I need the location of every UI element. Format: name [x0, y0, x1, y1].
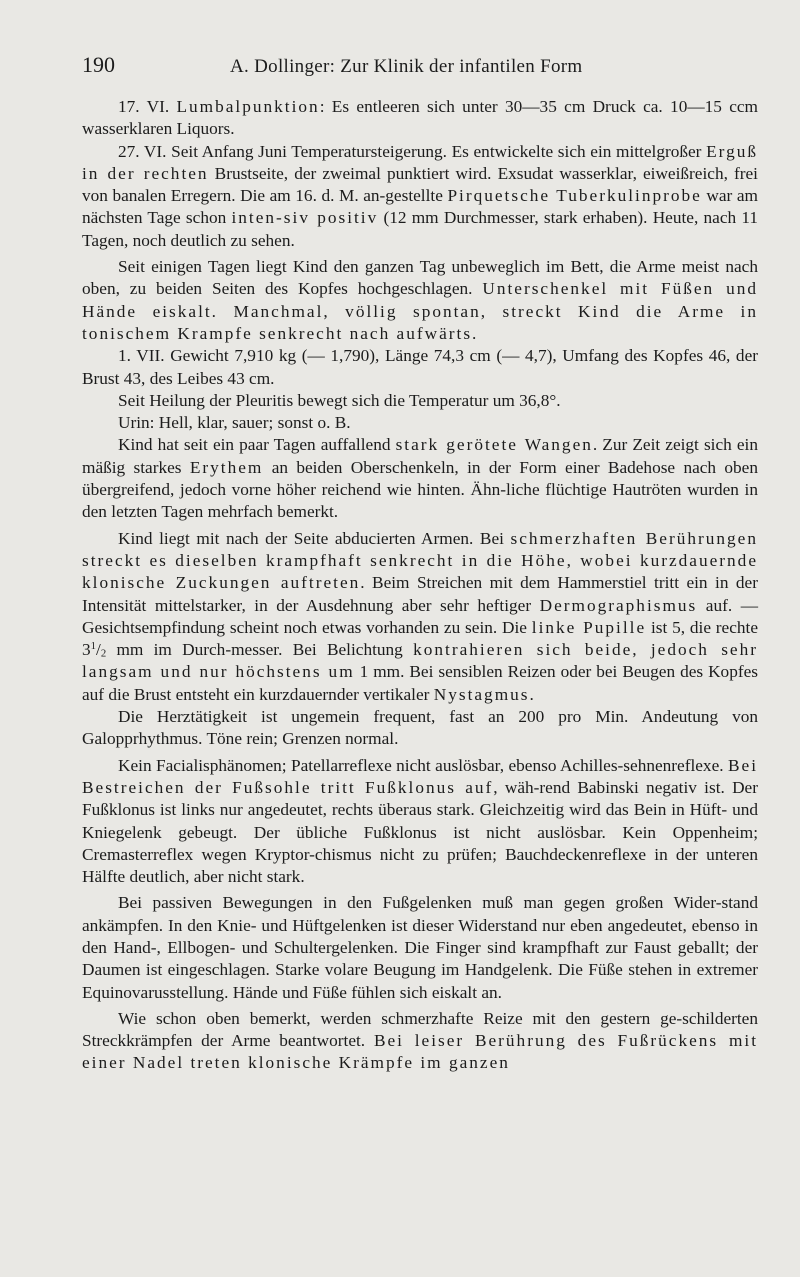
- spaced-emphasis: Dermographismus: [539, 595, 698, 615]
- text-run: (12 mm Durchmesser, stark erhaben). Heute, nach 11 Tagen, noch deutlich zu sehen.: [82, 208, 758, 250]
- running-head: A. Dollinger: Zur Klinik der infantilen Form: [230, 56, 583, 77]
- text-run: . Beim Streichen mit dem Hammerstiel tritt ein in der Intensität mittelstarker, in der Ausdehnung aber sehr heftiger: [82, 573, 758, 615]
- text-run: Seit einigen Tagen liegt Kind den ganzen Tag unbeweglich im Bett, die Arme meist nach oben, zu beiden Seiten des Kopfes hochgeschlagen.: [82, 257, 758, 299]
- spaced-emphasis: Lumbalpunktion: [176, 97, 320, 116]
- spaced-emphasis: Pirquetsche Tuberkulinprobe: [447, 186, 702, 206]
- spaced-emphasis: Bei leiser Berührung des Fußrückens mit einer Nadel treten klonische Krämpfe im ganzen: [82, 1031, 758, 1073]
- page-header: [82, 52, 772, 88]
- spaced-emphasis: kontrahieren sich beide, jedoch sehr langsam und nur höchstens um: [82, 640, 758, 682]
- paragraph-reize: [82, 1008, 758, 1075]
- text-run: Kein Facialisphänomen; Patellarreflexe nicht auslösbar, ebenso Achilles-sehnenreflexe.: [118, 755, 728, 775]
- paragraph-temperatur: Seit Heilung der Pleuritis bewegt sich die Temperatur um 36,8°.: [118, 390, 561, 410]
- text-run: : Es entleeren sich unter 30—35 cm Druck ca. 10—15 ccm wasserklaren Liquors.: [82, 97, 758, 139]
- text-run: Wie schon oben bemerkt, werden schmerzhafte Reize mit den gestern ge-schilderten Streckkrämpfen der Arme beantwortet.: [82, 1008, 758, 1051]
- spaced-emphasis: Nystagmus: [433, 684, 530, 704]
- spaced-emphasis: Unterschenkel mit Füßen und Hände eiskalt. Manchmal, völlig spontan, streckt Kind die Arme in tonischem Krampfe senkrecht nach aufwärts.: [82, 279, 759, 343]
- paragraph-passive-bewegungen: Bei passiven Bewegungen in den Fußgelenken muß man gegen großen Wider-stand ankämpfen. In den Knie- und Hüftgelenken ist dieser Widerstand nur eben angedeutet, ebenso in den Hand-, Ellbogen- und Schultergelenken. Die Finger sind krampfhaft zur Faust geballt; der Daumen ist eingeschlagen. Starke volare Beugung im Handgelenk. Die Füße stehen in extremer Equinovarusstellung. Hände und Füße fühlen sich eiskalt an.: [82, 893, 758, 1002]
- spaced-emphasis: Bei Bestreichen der Fußsohle tritt Fußklonus auf: [82, 755, 758, 797]
- paragraph-wangen: [82, 434, 758, 523]
- paragraph-unbeweglich: [82, 256, 758, 345]
- fraction-numerator: 1: [90, 640, 96, 653]
- fraction-denominator: 2: [100, 647, 107, 660]
- text-run: Kind hat seit ein paar Tagen auffallend: [118, 435, 396, 455]
- paragraph-erguss: [82, 141, 758, 252]
- text-run: war am nächsten Tage schon: [82, 186, 758, 228]
- paragraph-lumbalpunktion: [82, 96, 758, 141]
- text-run: Brustseite, der zweimal punktiert wird. Exsudat wasserklar, eiweißreich, frei von banalen Erregern. Die am 16. d. M. an-gestellte: [82, 163, 758, 206]
- text-run: , wäh-rend Babinski negativ ist. Der Fußklonus ist links nur angedeutet, rechts überaus stark. Gleichzeitig wird das Bein in Hüft- und Kniegelenk gebeugt. Der übliche Fußklonus ist nicht auslösbar. Kein Oppenheim; Cremasterreflex wegen Kryptor-chismus nicht zu prüfen; Bauchdeckenreflexe in der unteren Hälfte deutlich, aber nicht stark.: [82, 777, 758, 887]
- text-run: . Zur Zeit zeigt sich ein mäßig starkes: [82, 435, 758, 477]
- spaced-emphasis: stark gerötete Wangen: [395, 435, 593, 455]
- spaced-emphasis: schmerzhaften Berührungen streckt es dieselben krampfhaft senkrecht in die Höhe, wobei kurzdauernde klonische Zuckungen auftreten: [82, 528, 758, 593]
- paragraph-arme: Kind liegt mit nach der Seite abducierten Armen. Bei schmerzhaften Berührungen streckt es dieselben krampfhaft senkrecht in die Höhe, wobei kurzdauernde klonische Zuckungen auftreten. Beim Streichen mit dem Hammerstiel tritt ein in der Intensität mittelstarker, in der Ausdehnung aber sehr heftiger Dermographismus auf. — Gesichtsempfindung scheint noch etwas vorhanden zu sein. Die linke Pupille ist 5, die rechte $3^1/_2$ mm im Durch-messer. Bei Belichtung kontrahieren sich beide, jedoch sehr langsam und nur höchstens um 1 mm. Bei sensiblen Reizen oder bei Beugen des Kopfes auf die Brust entsteht ein kurzdauernder vertikaler Nystagmus.: [82, 528, 759, 704]
- spaced-emphasis: Erythem: [189, 457, 264, 477]
- paragraph-urin: Urin: Hell, klar, sauer; sonst o. B.: [118, 413, 351, 433]
- text-run: mm im Durch-messer. Bei Belichtung: [106, 640, 414, 660]
- spaced-emphasis: linke Pupille: [531, 617, 647, 637]
- paragraph-herztaetigkeit: Die Herztätigkeit ist ungemein frequent, fast an 200 pro Min. Andeutung von Galopprhythmus. Töne rein; Grenzen normal.: [82, 707, 758, 749]
- text-run: 27. VI. Seit Anfang Juni Temperatursteigerung. Es entwickelte sich ein mittelgroßer: [118, 141, 707, 161]
- text-run: 1 mm. Bei sensiblen Reizen oder bei Beugen des Kopfes auf die Brust entsteht ein kurzdauernder vertikaler: [82, 662, 758, 704]
- body-text: [82, 96, 758, 1075]
- paragraph-gewicht: 1. VII. Gewicht 7,910 kg (— 1,790), Länge 74,3 cm (— 4,7), Umfang des Kopfes 46, der Brust 43, des Leibes 43 cm.: [82, 346, 758, 388]
- text-run: .: [529, 684, 534, 704]
- page-number: 190: [82, 52, 115, 77]
- paragraph-reflexe: [82, 755, 758, 889]
- text-run: an beiden Oberschenkeln, in der Form einer Badehose nach oben übergreifend, jedoch vorne höher reichend wie hinten. Ähn-liche flüchtige Hautröten wurden in den letzten Tagen mehrfach bemerkt.: [82, 457, 758, 522]
- text-run: auf. — Gesichtsempfindung scheint noch etwas vorhanden zu sein. Die: [82, 595, 758, 637]
- text-run: ist 5, die rechte 3: [82, 617, 759, 660]
- text-run: Kind liegt mit nach der Seite abducierten Armen. Bei: [118, 528, 511, 548]
- text-run: 17. VI.: [118, 97, 177, 116]
- spaced-emphasis: inten-siv positiv: [231, 208, 379, 228]
- spaced-emphasis: Erguß in der rechten: [82, 141, 758, 183]
